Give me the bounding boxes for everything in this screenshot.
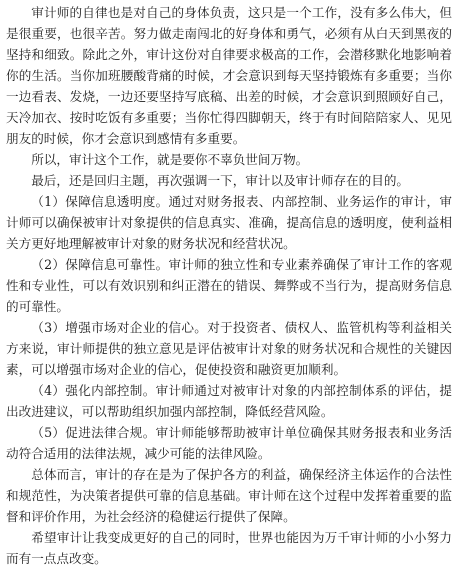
paragraph-overall-conclusion: 总体而言，审计的存在是为了保护各方的利益，确保经济主体运作的合法性和规范性，为决策者提供可靠的信息基础。审计师在这个过程中发挥着重要的监督和评价作用，为社会经济的稳健运行提供了保障。 — [6, 467, 452, 524]
paragraph-closing-hope: 希望审计让我变成更好的自己的同时，世界也能因为万千审计师的小小努力而有一点点改变。 — [6, 530, 452, 566]
paragraph-point-reliability: （2）保障信息可靠性。审计师的独立性和专业素养确保了审计工作的客观性和专业性，可以有效识别和纠正潜在的错误、舞弊或不当行为，提高财务信息的可靠性。 — [6, 257, 452, 314]
paragraph-summary-line: 所以，审计这个工作，就是要你不辜负世间万物。 — [31, 152, 309, 167]
paragraph-point-market-confidence: （3）增强市场对企业的信心。对于投资者、债权人、监管机构等利益相关方来说，审计师提供的独立意见是评估被审计对象的财务状况和合规性的关键因素，可以增强市场对企业的信心，促使投资和融资更加顺利。 — [6, 320, 452, 377]
paragraph-point-transparency: （1）保障信息透明度。通过对财务报表、内部控制、业务运作的审计，审计师可以确保被审计对象提供的信息真实、准确，提高信息的透明度，使利益相关方更好地理解被审计对象的财务状况和经营状况。 — [6, 194, 452, 251]
paragraph-point-legal-compliance: （5）促进法律合规。审计师能够帮助被审计单位确保其财务报表和业务活动符合适用的法律法规，减少可能的法律风险。 — [6, 425, 452, 461]
paragraph-point-internal-control: （4）强化内部控制。审计师通过对被审计对象的内部控制体系的评估，提出改进建议，可以帮助组织加强内部控制，降低经营风险。 — [6, 383, 452, 419]
paragraph-auditor-self-discipline: 审计师的自律也是对自己的身体负责，这只是一个工作，没有多么伟大，但是很重要，也很辛苦。努力做走南闯北的好身体和勇气，必须有从白天到黑夜的坚持和细致。除此之外，审计这份对自律要求极高的工作，会潜移默化地影响着你的生活。当你加班腰酸背痛的时候，才会意识到每天坚持锻炼有多重要；当你一边看表、发烧，一边还要坚持写底稿、出差的时候，才会意识到照顾好自己，天冷加衣、按时吃饭有多重要；当你忙得四脚朝天，终于有时间陪陪家人、见见朋友的时候，你才会意识到感情有多重要。 — [6, 5, 452, 146]
paragraph-purpose-intro: 最后，还是回归主题，再次强调一下，审计以及审计师存在的目的。 — [31, 173, 409, 188]
